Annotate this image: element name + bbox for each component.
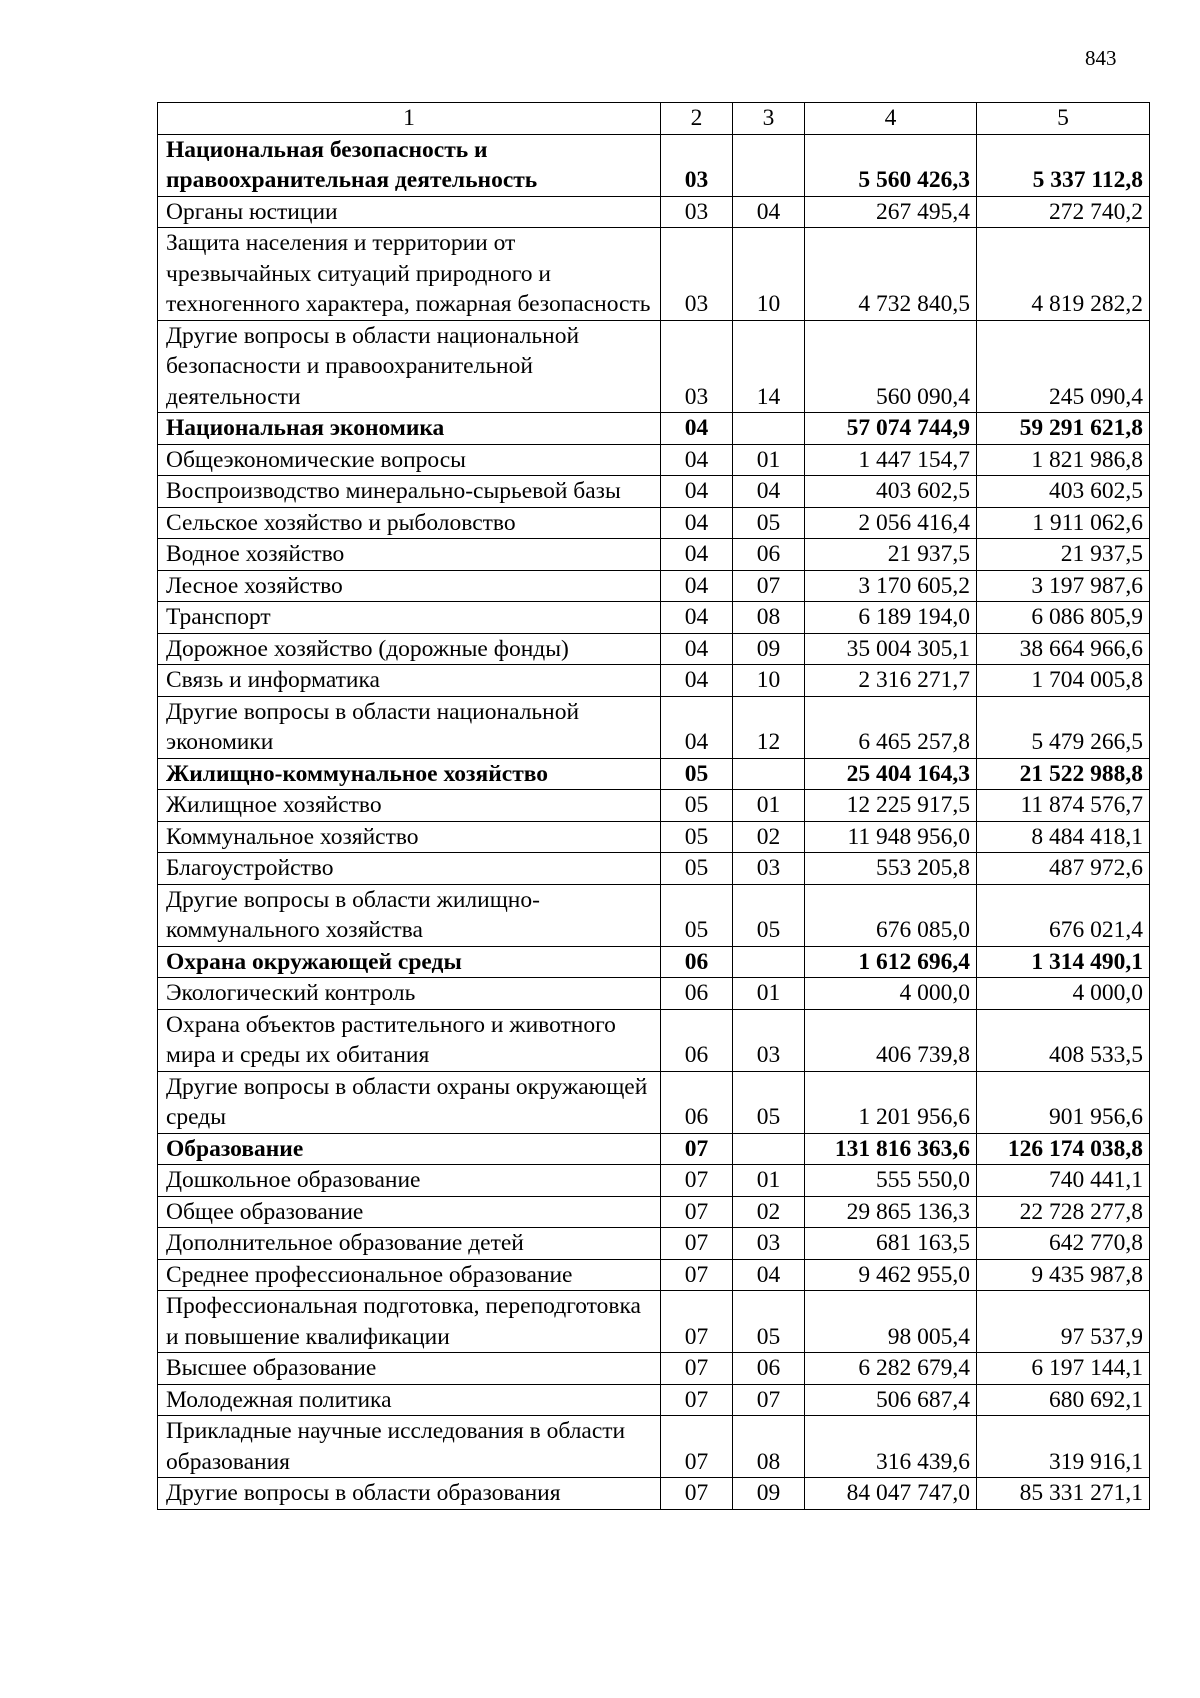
table-row <box>158 1353 1150 1385</box>
table-row <box>158 884 1150 946</box>
amount-col4: 131 816 363,6 <box>805 1133 977 1165</box>
subsection-code <box>733 134 805 196</box>
amount-col4: 57 074 744,9 <box>805 413 977 445</box>
amount-col4: 553 205,8 <box>805 853 977 885</box>
row-name: Водное хозяйство <box>158 539 661 571</box>
amount-col5: 4 819 282,2 <box>977 228 1150 321</box>
section-code: 06 <box>661 946 733 978</box>
subsection-code: 03 <box>733 1228 805 1260</box>
section-code: 05 <box>661 853 733 885</box>
amount-col5: 6 197 144,1 <box>977 1353 1150 1385</box>
section-code: 04 <box>661 696 733 758</box>
amount-col5: 21 522 988,8 <box>977 758 1150 790</box>
section-code: 07 <box>661 1259 733 1291</box>
subsection-code <box>733 758 805 790</box>
subsection-code: 02 <box>733 821 805 853</box>
section-code: 03 <box>661 134 733 196</box>
row-name: Охрана объектов растительного и животного мира и среды их обитания <box>158 1009 661 1071</box>
section-code: 07 <box>661 1353 733 1385</box>
section-row <box>158 413 1150 445</box>
amount-col5: 408 533,5 <box>977 1009 1150 1071</box>
amount-col4: 676 085,0 <box>805 884 977 946</box>
amount-col5: 9 435 987,8 <box>977 1259 1150 1291</box>
row-name: Другие вопросы в области жилищно-коммунального хозяйства <box>158 884 661 946</box>
subsection-code: 10 <box>733 228 805 321</box>
amount-col5: 5 337 112,8 <box>977 134 1150 196</box>
row-name: Другие вопросы в области охраны окружающей среды <box>158 1071 661 1133</box>
row-name: Жилищно-коммунальное хозяйство <box>158 758 661 790</box>
row-name: Среднее профессиональное образование <box>158 1259 661 1291</box>
amount-col5: 38 664 966,6 <box>977 633 1150 665</box>
amount-col4: 11 948 956,0 <box>805 821 977 853</box>
section-code: 07 <box>661 1196 733 1228</box>
section-code: 03 <box>661 228 733 321</box>
column-header: 5 <box>977 103 1150 135</box>
amount-col4: 25 404 164,3 <box>805 758 977 790</box>
amount-col4: 681 163,5 <box>805 1228 977 1260</box>
row-name: Дополнительное образование детей <box>158 1228 661 1260</box>
section-code: 04 <box>661 413 733 445</box>
table-row <box>158 1165 1150 1197</box>
column-header: 3 <box>733 103 805 135</box>
row-name: Другие вопросы в области национальной безопасности и правоохранительной деятельности <box>158 320 661 413</box>
table-row <box>158 228 1150 321</box>
table-row <box>158 821 1150 853</box>
section-code: 04 <box>661 507 733 539</box>
row-name: Благоустройство <box>158 853 661 885</box>
row-name: Молодежная политика <box>158 1384 661 1416</box>
subsection-code: 04 <box>733 1259 805 1291</box>
amount-col5: 1 911 062,6 <box>977 507 1150 539</box>
table-row <box>158 1259 1150 1291</box>
section-row <box>158 1133 1150 1165</box>
table-row <box>158 1009 1150 1071</box>
row-name: Дошкольное образование <box>158 1165 661 1197</box>
subsection-code: 04 <box>733 196 805 228</box>
amount-col5: 245 090,4 <box>977 320 1150 413</box>
subsection-code: 12 <box>733 696 805 758</box>
section-code: 05 <box>661 884 733 946</box>
table-row <box>158 978 1150 1010</box>
amount-col4: 4 000,0 <box>805 978 977 1010</box>
table-row <box>158 602 1150 634</box>
column-header: 1 <box>158 103 661 135</box>
amount-col5: 272 740,2 <box>977 196 1150 228</box>
section-code: 04 <box>661 476 733 508</box>
subsection-code: 03 <box>733 853 805 885</box>
table-row <box>158 476 1150 508</box>
amount-col4: 29 865 136,3 <box>805 1196 977 1228</box>
table-row <box>158 570 1150 602</box>
row-name: Дорожное хозяйство (дорожные фонды) <box>158 633 661 665</box>
table-row <box>158 1416 1150 1478</box>
amount-col4: 316 439,6 <box>805 1416 977 1478</box>
subsection-code: 05 <box>733 507 805 539</box>
subsection-code: 02 <box>733 1196 805 1228</box>
subsection-code: 01 <box>733 978 805 1010</box>
section-code: 05 <box>661 790 733 822</box>
header-row <box>158 103 1150 135</box>
amount-col5: 1 314 490,1 <box>977 946 1150 978</box>
row-name: Связь и информатика <box>158 665 661 697</box>
subsection-code: 09 <box>733 1478 805 1510</box>
amount-col5: 8 484 418,1 <box>977 821 1150 853</box>
row-name: Прикладные научные исследования в области образования <box>158 1416 661 1478</box>
section-code: 04 <box>661 444 733 476</box>
subsection-code: 06 <box>733 1353 805 1385</box>
subsection-code: 01 <box>733 444 805 476</box>
amount-col5: 676 021,4 <box>977 884 1150 946</box>
row-name: Воспроизводство минерально-сырьевой базы <box>158 476 661 508</box>
table-row <box>158 1384 1150 1416</box>
amount-col4: 21 937,5 <box>805 539 977 571</box>
row-name: Сельское хозяйство и рыболовство <box>158 507 661 539</box>
amount-col4: 406 739,8 <box>805 1009 977 1071</box>
subsection-code: 04 <box>733 476 805 508</box>
subsection-code: 08 <box>733 602 805 634</box>
table-row <box>158 444 1150 476</box>
row-name: Общеэкономические вопросы <box>158 444 661 476</box>
amount-col5: 487 972,6 <box>977 853 1150 885</box>
amount-col5: 97 537,9 <box>977 1291 1150 1353</box>
section-code: 03 <box>661 320 733 413</box>
section-code: 07 <box>661 1384 733 1416</box>
subsection-code <box>733 1133 805 1165</box>
row-name: Высшее образование <box>158 1353 661 1385</box>
section-row <box>158 946 1150 978</box>
table-row <box>158 633 1150 665</box>
amount-col5: 403 602,5 <box>977 476 1150 508</box>
section-code: 06 <box>661 1009 733 1071</box>
section-code: 06 <box>661 978 733 1010</box>
amount-col5: 3 197 987,6 <box>977 570 1150 602</box>
page-number: 843 <box>1085 46 1117 70</box>
amount-col4: 1 447 154,7 <box>805 444 977 476</box>
section-code: 04 <box>661 570 733 602</box>
amount-col4: 6 282 679,4 <box>805 1353 977 1385</box>
row-name: Жилищное хозяйство <box>158 790 661 822</box>
amount-col4: 84 047 747,0 <box>805 1478 977 1510</box>
subsection-code: 03 <box>733 1009 805 1071</box>
table-row <box>158 1196 1150 1228</box>
amount-col4: 267 495,4 <box>805 196 977 228</box>
row-name: Другие вопросы в области образования <box>158 1478 661 1510</box>
subsection-code: 05 <box>733 1291 805 1353</box>
table-row <box>158 507 1150 539</box>
amount-col4: 506 687,4 <box>805 1384 977 1416</box>
section-code: 05 <box>661 758 733 790</box>
amount-col5: 642 770,8 <box>977 1228 1150 1260</box>
amount-col4: 6 465 257,8 <box>805 696 977 758</box>
amount-col5: 85 331 271,1 <box>977 1478 1150 1510</box>
table-row <box>158 196 1150 228</box>
column-header: 2 <box>661 103 733 135</box>
section-code: 07 <box>661 1291 733 1353</box>
table-row <box>158 790 1150 822</box>
amount-col4: 560 090,4 <box>805 320 977 413</box>
amount-col5: 11 874 576,7 <box>977 790 1150 822</box>
amount-col4: 6 189 194,0 <box>805 602 977 634</box>
amount-col5: 21 937,5 <box>977 539 1150 571</box>
amount-col5: 5 479 266,5 <box>977 696 1150 758</box>
section-code: 06 <box>661 1071 733 1133</box>
subsection-code: 06 <box>733 539 805 571</box>
row-name: Лесное хозяйство <box>158 570 661 602</box>
row-name: Транспорт <box>158 602 661 634</box>
row-name: Охрана окружающей среды <box>158 946 661 978</box>
table-row <box>158 853 1150 885</box>
subsection-code: 10 <box>733 665 805 697</box>
amount-col4: 1 612 696,4 <box>805 946 977 978</box>
amount-col4: 35 004 305,1 <box>805 633 977 665</box>
row-name: Экологический контроль <box>158 978 661 1010</box>
row-name: Профессиональная подготовка, переподготовка и повышение квалификации <box>158 1291 661 1353</box>
section-code: 07 <box>661 1133 733 1165</box>
row-name: Другие вопросы в области национальной экономики <box>158 696 661 758</box>
section-code: 04 <box>661 539 733 571</box>
subsection-code: 14 <box>733 320 805 413</box>
row-name: Национальная экономика <box>158 413 661 445</box>
amount-col5: 126 174 038,8 <box>977 1133 1150 1165</box>
amount-col4: 3 170 605,2 <box>805 570 977 602</box>
table-row <box>158 539 1150 571</box>
subsection-code: 07 <box>733 1384 805 1416</box>
column-header: 4 <box>805 103 977 135</box>
table-row <box>158 665 1150 697</box>
section-code: 03 <box>661 196 733 228</box>
amount-col4: 2 056 416,4 <box>805 507 977 539</box>
table-row <box>158 1291 1150 1353</box>
subsection-code: 05 <box>733 1071 805 1133</box>
row-name: Коммунальное хозяйство <box>158 821 661 853</box>
budget-table <box>157 102 1150 1510</box>
subsection-code: 08 <box>733 1416 805 1478</box>
amount-col4: 1 201 956,6 <box>805 1071 977 1133</box>
amount-col4: 555 550,0 <box>805 1165 977 1197</box>
amount-col4: 98 005,4 <box>805 1291 977 1353</box>
amount-col5: 1 821 986,8 <box>977 444 1150 476</box>
section-code: 04 <box>661 633 733 665</box>
section-row <box>158 134 1150 196</box>
section-row <box>158 758 1150 790</box>
subsection-code <box>733 413 805 445</box>
row-name: Образование <box>158 1133 661 1165</box>
amount-col4: 4 732 840,5 <box>805 228 977 321</box>
table-row <box>158 320 1150 413</box>
section-code: 05 <box>661 821 733 853</box>
subsection-code: 07 <box>733 570 805 602</box>
amount-col5: 1 704 005,8 <box>977 665 1150 697</box>
section-code: 07 <box>661 1478 733 1510</box>
section-code: 07 <box>661 1416 733 1478</box>
amount-col4: 403 602,5 <box>805 476 977 508</box>
amount-col5: 4 000,0 <box>977 978 1150 1010</box>
subsection-code: 05 <box>733 884 805 946</box>
subsection-code: 01 <box>733 1165 805 1197</box>
amount-col5: 740 441,1 <box>977 1165 1150 1197</box>
table-row <box>158 1071 1150 1133</box>
amount-col5: 680 692,1 <box>977 1384 1150 1416</box>
amount-col5: 901 956,6 <box>977 1071 1150 1133</box>
amount-col5: 6 086 805,9 <box>977 602 1150 634</box>
amount-col5: 22 728 277,8 <box>977 1196 1150 1228</box>
subsection-code <box>733 946 805 978</box>
section-code: 07 <box>661 1165 733 1197</box>
amount-col4: 2 316 271,7 <box>805 665 977 697</box>
section-code: 07 <box>661 1228 733 1260</box>
row-name: Национальная безопасность и правоохранительная деятельность <box>158 134 661 196</box>
row-name: Органы юстиции <box>158 196 661 228</box>
row-name: Общее образование <box>158 1196 661 1228</box>
amount-col4: 9 462 955,0 <box>805 1259 977 1291</box>
section-code: 04 <box>661 602 733 634</box>
section-code: 04 <box>661 665 733 697</box>
subsection-code: 09 <box>733 633 805 665</box>
row-name: Защита населения и территории от чрезвычайных ситуаций природного и техногенного характера, пожарная безопасность <box>158 228 661 321</box>
subsection-code: 01 <box>733 790 805 822</box>
amount-col5: 319 916,1 <box>977 1416 1150 1478</box>
amount-col4: 5 560 426,3 <box>805 134 977 196</box>
amount-col5: 59 291 621,8 <box>977 413 1150 445</box>
table-row <box>158 696 1150 758</box>
table-row <box>158 1478 1150 1510</box>
table-row <box>158 1228 1150 1260</box>
amount-col4: 12 225 917,5 <box>805 790 977 822</box>
